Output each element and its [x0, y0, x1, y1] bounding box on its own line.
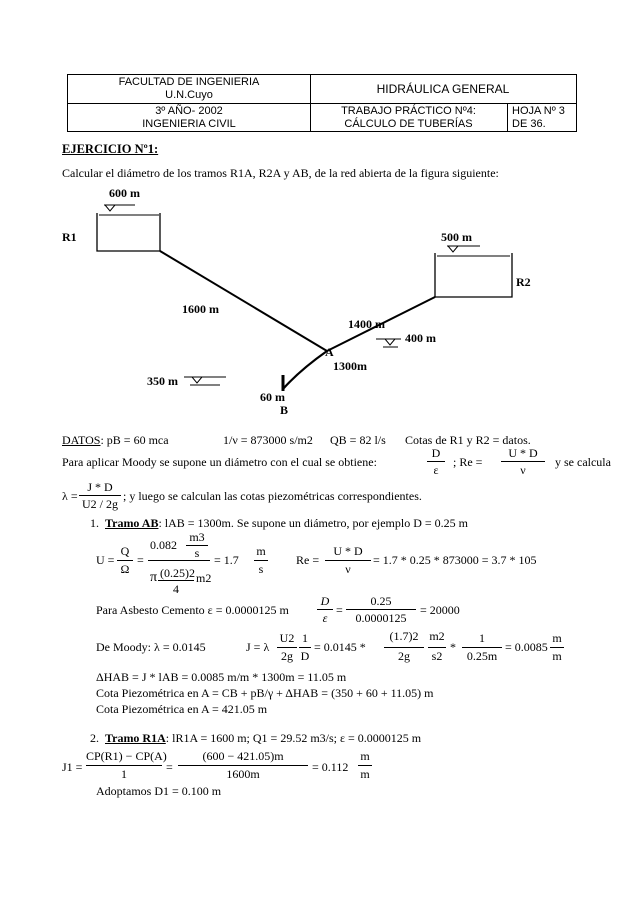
j-2g2: 2g	[398, 649, 410, 663]
elevation-600: 600 m	[109, 186, 140, 200]
u-unit-bot: s	[258, 562, 264, 576]
elevation-400: 400 m	[405, 331, 436, 345]
asbesto-text: Para Asbesto Cemento ε = 0.0000125 m	[96, 603, 289, 617]
length-1600: 1600 m	[182, 302, 219, 316]
j-025: 0.25m	[466, 649, 498, 663]
u-four: 4	[173, 582, 179, 596]
label-b: B	[280, 403, 289, 417]
rel-result: = 20000	[420, 603, 460, 617]
cota-a-result: Cota Piezométrica en A = 421.05 m	[96, 702, 268, 716]
re-label: ; Re =	[453, 455, 483, 469]
datos-nu: 1/ν = 873000 s/m2	[223, 433, 313, 447]
re-result: = 1.7 * 0.25 * 873000 = 3.7 * 105	[373, 553, 537, 567]
datos-label: DATOS	[62, 433, 101, 447]
u-num-unit-top: m3	[189, 530, 205, 544]
tramo-r1a-title: Tramo R1A	[105, 731, 166, 745]
u-result: = 1.7	[214, 553, 239, 567]
j-17: (1.7)2	[389, 629, 419, 643]
j1-unit-top: m	[360, 749, 370, 763]
lambda-label: λ =	[62, 489, 78, 503]
course-year: 3º AÑO- 2002	[155, 105, 223, 117]
tp-title: CÁLCULO DE TUBERÍAS	[344, 118, 473, 130]
re-num: U * D	[333, 544, 363, 558]
j-mid: = 0.0145 *	[314, 640, 366, 654]
tramo-ab-title: Tramo AB	[105, 516, 159, 530]
re-den: ν	[345, 562, 351, 576]
frac-eps: ε	[433, 463, 439, 477]
j-2g: 2g	[281, 649, 293, 663]
label-a: A	[325, 345, 334, 359]
tramo-ab-num: 1.	[90, 516, 99, 530]
elevation-350: 350 m	[147, 374, 178, 388]
label-r2: R2	[516, 275, 531, 289]
tramo-r1a-num: 2.	[90, 731, 99, 745]
delta-h-ab: ΔHAB = J * lAB = 0.0085 m/m * 1300m = 11.05 m	[96, 670, 347, 684]
exercise-title: EJERCICIO Nº1:	[62, 142, 159, 156]
tp-number: TRABAJO PRÁCTICO Nº4:	[341, 105, 476, 117]
tramo-ab-heading	[90, 516, 468, 531]
datos-pb: : pB = 60 mca	[100, 433, 169, 447]
elevation-500: 500 m	[441, 230, 472, 244]
j-result: = 0.0085	[505, 640, 548, 654]
j-unit-bot: m	[552, 649, 562, 663]
length-1300: 1300m	[333, 359, 367, 373]
tramo-r1a-text: : lR1A = 1600 m; Q1 = 29.52 m3/s; ε = 0.0000125 m	[165, 731, 422, 745]
frac-ud: U * D	[508, 446, 538, 460]
exercise-statement: Calcular el diámetro de los tramos R1A, R2A y AB, de la red abierta de la figura siguiente:	[62, 166, 499, 180]
network-figure	[0, 180, 638, 420]
j-d: D	[300, 649, 310, 663]
calc-text: y se calcula	[555, 455, 611, 469]
lambda-den: U2 / 2g	[82, 497, 118, 511]
frac-nu: ν	[520, 463, 526, 477]
pipe-a-b	[283, 351, 327, 389]
reservoir-r1	[97, 213, 160, 251]
u-unit-top: m	[256, 544, 266, 558]
j-s2: s2	[431, 649, 443, 663]
datos-qb: QB = 82 l/s	[330, 433, 386, 447]
elevation-60: 60 m	[260, 390, 285, 404]
u-label: U =	[96, 553, 115, 567]
rel-num: 0.25	[370, 594, 392, 608]
frac-d: D	[431, 446, 441, 460]
j1-den-1: 1	[121, 767, 127, 781]
marker-350	[192, 377, 202, 383]
moody-intro-text: Para aplicar Moody se supone un diámetro con el cual se obtiene:	[62, 455, 377, 469]
rel-eps: ε	[322, 611, 328, 625]
pipe-r1-a	[160, 251, 327, 351]
j-unit-top: m	[552, 631, 562, 645]
j1-den-val: 1600m	[226, 767, 260, 781]
reservoir-r2	[435, 253, 512, 297]
u-d-sq: (0.25)2	[160, 566, 195, 580]
u-pi: π	[150, 570, 158, 585]
university-name: U.N.Cuyo	[165, 89, 213, 101]
j-label: J = λ	[246, 640, 270, 654]
sheet-total: DE 36.	[512, 118, 546, 130]
faculty-name: FACULTAD DE INGENIERIA	[118, 76, 260, 88]
re-label-ab: Re =	[296, 553, 320, 567]
marker-400	[385, 339, 395, 345]
datos-line	[62, 433, 169, 448]
tramo-r1a-heading	[90, 731, 421, 746]
lambda-num: J * D	[87, 480, 113, 494]
career-name: INGENIERIA CIVIL	[142, 118, 236, 130]
water-marker-r1	[105, 205, 115, 211]
j1-label: J1 =	[62, 760, 83, 774]
j1-num-val: (600 − 421.05)m	[202, 749, 284, 763]
water-marker-r2	[448, 246, 458, 252]
j1-unit-bot: m	[360, 767, 370, 781]
header-table	[67, 74, 577, 132]
j-one-b: 1	[479, 631, 485, 645]
rel-d: D	[320, 594, 330, 608]
u-q: Q	[120, 544, 130, 558]
u-num-unit-bot: s	[194, 546, 200, 560]
j-star: *	[450, 640, 456, 654]
moody-lambda: De Moody: λ = 0.0145	[96, 640, 206, 654]
j1-result: = 0.112	[312, 760, 349, 774]
length-1400: 1400 m	[348, 317, 385, 331]
rel-den: 0.0000125	[355, 611, 407, 625]
subject-name: HIDRÁULICA GENERAL	[376, 82, 510, 96]
j-u2: U2	[279, 631, 295, 645]
u-m2: m2	[196, 571, 212, 585]
lambda-text: ; y luego se calculan las cotas piezométricas correspondientes.	[123, 489, 422, 503]
u-omega: Ω	[120, 562, 130, 576]
label-r1: R1	[62, 230, 77, 244]
j1-eq: =	[166, 760, 173, 774]
u-num-val: 0.082	[150, 538, 177, 552]
j-m2: m2	[429, 629, 445, 643]
tramo-ab-text: : lAB = 1300m. Se supone un diámetro, por ejemplo D = 0.25 m	[158, 516, 468, 530]
adopt-d1: Adoptamos D1 = 0.100 m	[96, 784, 222, 798]
sheet-number: HOJA Nº 3	[512, 105, 565, 117]
cota-a-formula: Cota Piezométrica en A = CB + pB/γ + ΔHAB = (350 + 60 + 11.05) m	[96, 686, 434, 700]
j1-num-cp: CP(R1) − CP(A)	[86, 749, 167, 763]
j-one-a: 1	[302, 631, 308, 645]
datos-cotas: Cotas de R1 y R2 = datos.	[405, 433, 531, 447]
